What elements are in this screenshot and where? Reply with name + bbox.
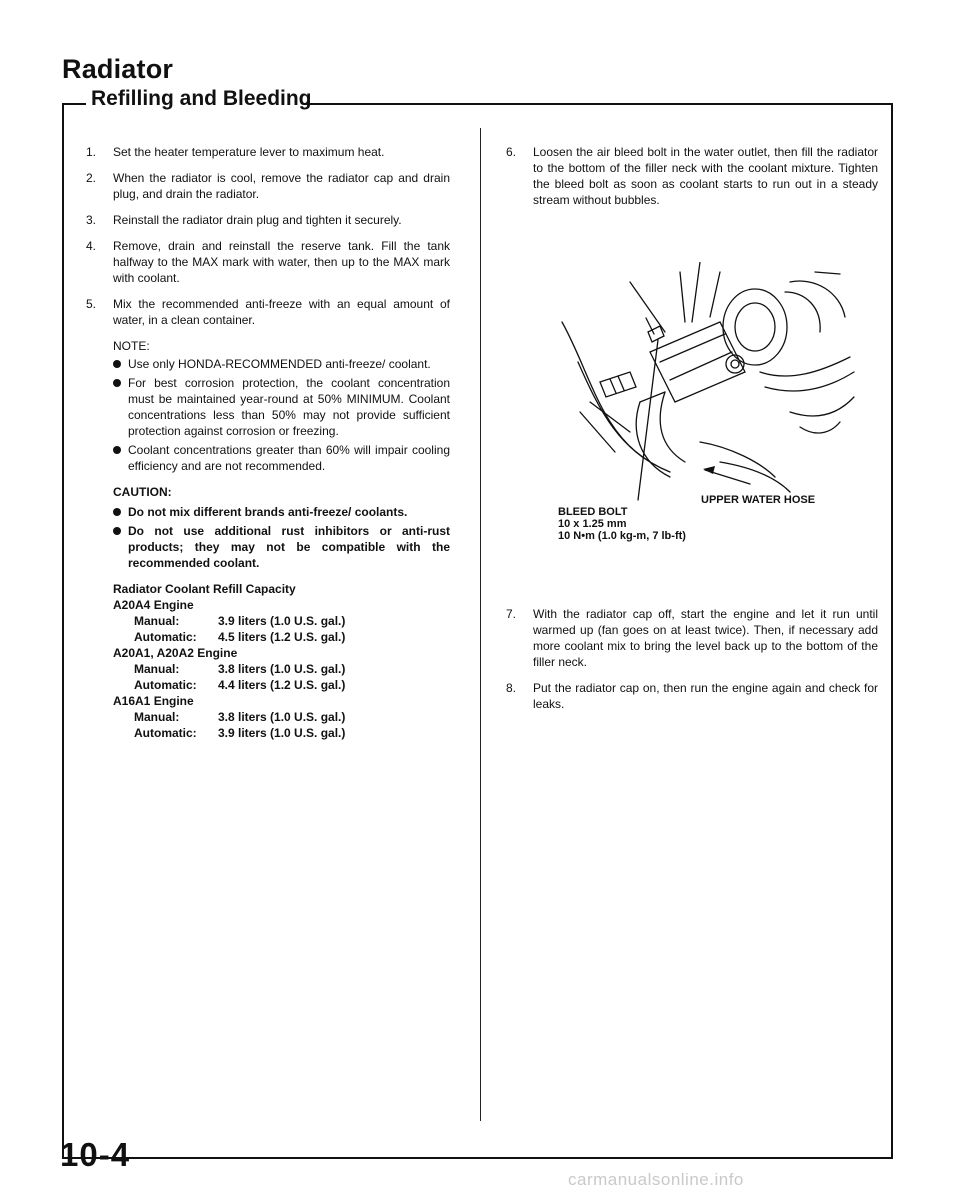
step-text: Mix the recommended anti-freeze with an equal amount of water, in a clean container. <box>113 297 450 327</box>
capacity-label: Manual: <box>134 710 180 724</box>
step-number: 8. <box>506 681 517 695</box>
caution-heading: CAUTION: <box>113 485 172 499</box>
upper-water-hose-label: UPPER WATER HOSE <box>701 494 816 506</box>
step-1 <box>78 144 450 160</box>
step-number: 5. <box>86 297 97 311</box>
note-block <box>78 338 450 474</box>
capacity-row <box>113 629 450 645</box>
step-text: Remove, drain and reinstall the reserve tank. Fill the tank halfway to the MAX mark with water, then up to the MAX mark with coolant. <box>113 239 450 285</box>
caution-item <box>113 504 450 520</box>
capacity-value: 3.9 liters (1.0 U.S. gal.) <box>218 614 346 628</box>
bullet-icon <box>113 360 121 368</box>
bullet-icon <box>113 379 121 387</box>
note-item-text: Coolant concentrations greater than 60% will impair cooling efficiency and are not recommended. <box>128 443 450 473</box>
caution-item <box>113 523 450 571</box>
capacity-row <box>113 613 450 629</box>
capacity-block <box>78 581 450 741</box>
capacity-label: Manual: <box>134 662 180 676</box>
step-text: Set the heater temperature lever to maximum heat. <box>113 145 385 159</box>
bullet-icon <box>113 446 121 454</box>
engine-name: A20A4 Engine <box>113 598 194 612</box>
capacity-label: Manual: <box>134 614 180 628</box>
capacity-value: 4.4 liters (1.2 U.S. gal.) <box>218 678 346 692</box>
step-4 <box>78 238 450 286</box>
step-6 <box>498 144 878 208</box>
engine-name: A16A1 Engine <box>113 694 194 708</box>
capacity-heading: Radiator Coolant Refill Capacity <box>113 582 296 596</box>
capacity-label: Automatic: <box>134 726 197 740</box>
capacity-row <box>113 709 450 725</box>
step-7 <box>498 606 878 670</box>
step-text: When the radiator is cool, remove the radiator cap and drain plug, and drain the radiator. <box>113 171 450 201</box>
capacity-label: Automatic: <box>134 678 197 692</box>
note-item <box>113 442 450 474</box>
step-text: Put the radiator cap on, then run the engine again and check for leaks. <box>533 681 878 711</box>
caution-item-text: Do not mix different brands anti-freeze/ coolants. <box>128 505 408 519</box>
step-number: 1. <box>86 145 97 159</box>
capacity-value: 4.5 liters (1.2 U.S. gal.) <box>218 630 346 644</box>
step-text: Reinstall the radiator drain plug and tighten it securely. <box>113 213 402 227</box>
note-item <box>113 375 450 439</box>
step-number: 7. <box>506 607 517 621</box>
step-3 <box>78 212 450 228</box>
section-title: Refilling and Bleeding <box>91 87 312 110</box>
page-number: 10-4 <box>60 1136 131 1173</box>
step-2 <box>78 170 450 202</box>
capacity-value: 3.9 liters (1.0 U.S. gal.) <box>218 726 346 740</box>
capacity-row <box>113 677 450 693</box>
page-title: Radiator <box>62 54 174 84</box>
note-item-text: Use only HONDA-RECOMMENDED anti-freeze/ coolant. <box>128 357 431 371</box>
step-text: With the radiator cap off, start the engine and let it run until warmed up (fan goes on at least twice). Then, if necessary add more coolant mix to bring the level back up to the bottom of the filler neck. <box>533 607 878 669</box>
step-number: 4. <box>86 239 97 253</box>
step-text: Loosen the air bleed bolt in the water outlet, then fill the radiator to the bottom of the filler neck with the coolant mixture. Tighten the bleed bolt as soon as coolant starts to run out in a steady stream without bubbles. <box>533 145 878 207</box>
engine-name: A20A1, A20A2 Engine <box>113 646 238 660</box>
bleed-bolt-size: 10 x 1.25 mm <box>558 518 627 530</box>
bleed-bolt-name: BLEED BOLT <box>558 506 628 518</box>
note-heading: NOTE: <box>113 339 150 353</box>
bullet-icon <box>113 508 121 516</box>
step-number: 3. <box>86 213 97 227</box>
engine-illustration <box>560 262 855 502</box>
capacity-value: 3.8 liters (1.0 U.S. gal.) <box>218 710 346 724</box>
capacity-row <box>113 725 450 741</box>
step-number: 6. <box>506 145 517 159</box>
step-8 <box>498 680 878 712</box>
step-number: 2. <box>86 171 97 185</box>
bleed-bolt-label <box>558 506 686 542</box>
capacity-value: 3.8 liters (1.0 U.S. gal.) <box>218 662 346 676</box>
note-item-text: For best corrosion protection, the coolant concentration must be maintained year-round at 50% MINIMUM. Coolant concentrations less than 50% may not provide sufficient protection against corrosion or freezing. <box>128 376 450 438</box>
water-outlet-drawing <box>560 262 855 502</box>
column-divider <box>480 128 481 1121</box>
bullet-icon <box>113 527 121 535</box>
note-item <box>113 356 450 372</box>
caution-block <box>78 484 450 571</box>
left-column <box>78 144 450 741</box>
capacity-row <box>113 661 450 677</box>
caution-item-text: Do not use additional rust inhibitors or anti-rust products; they may not be compatible with the recommended coolant. <box>128 524 450 570</box>
step-5 <box>78 296 450 328</box>
bleed-bolt-torque: 10 N•m (1.0 kg-m, 7 lb-ft) <box>558 530 686 542</box>
watermark: carmanualsonline.info <box>568 1170 744 1189</box>
capacity-label: Automatic: <box>134 630 197 644</box>
